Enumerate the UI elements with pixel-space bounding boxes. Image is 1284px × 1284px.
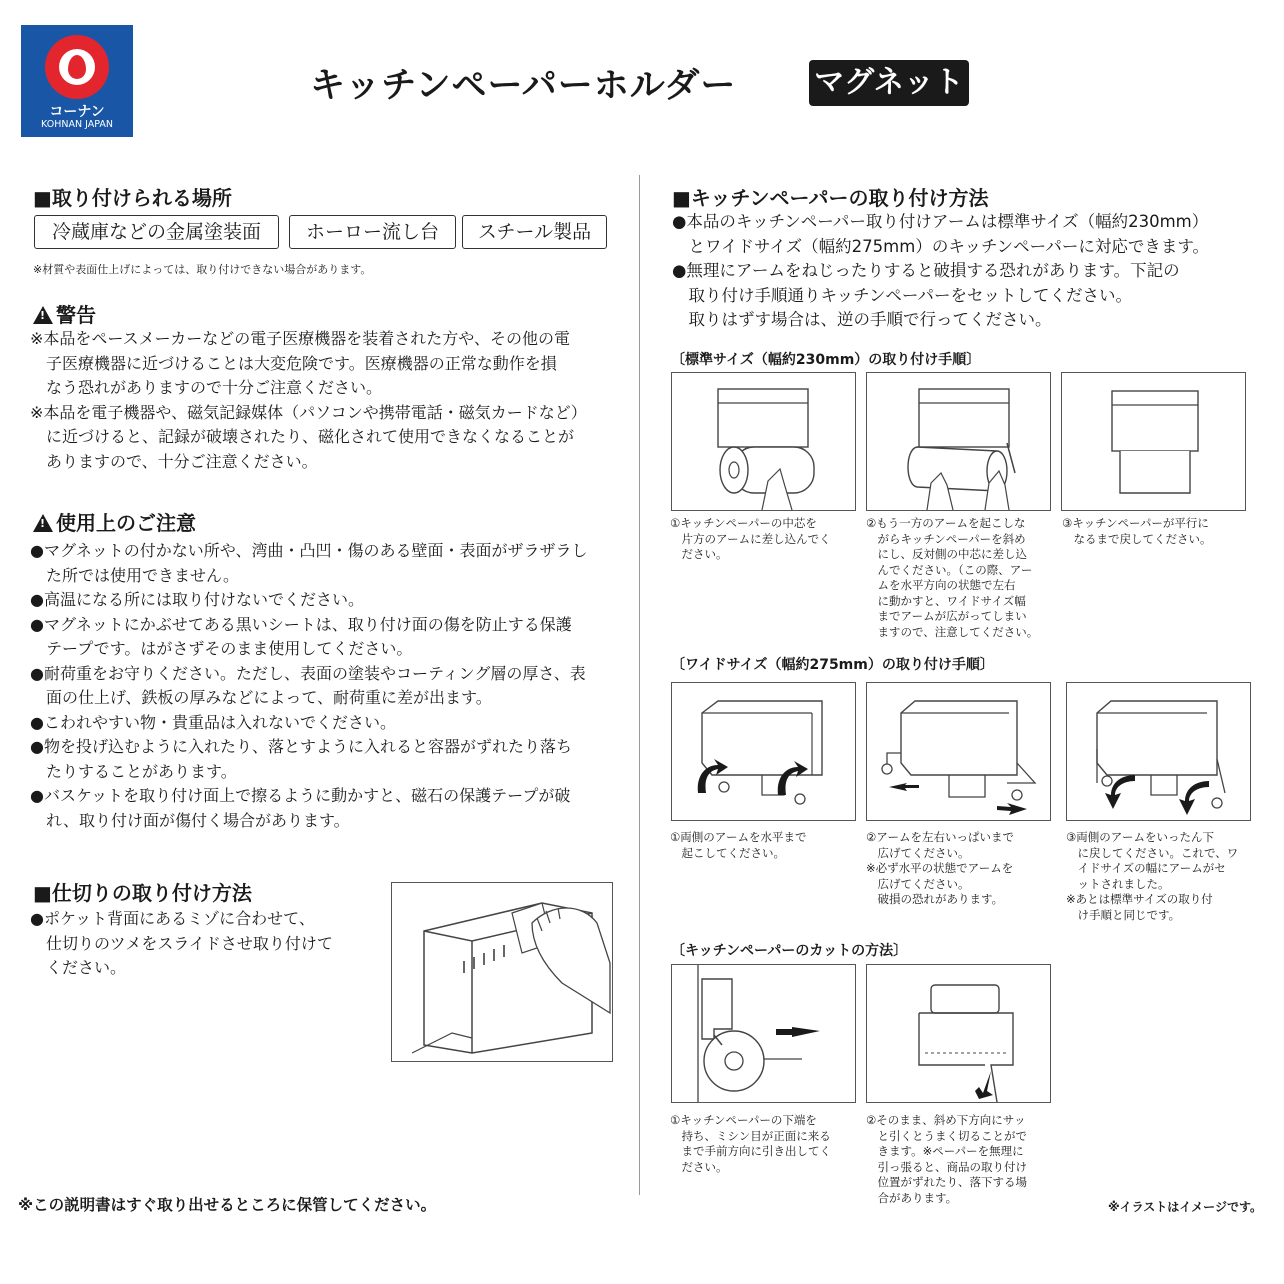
standard-step3-illustration bbox=[1061, 372, 1246, 511]
wide-heading: 〔ワイドサイズ（幅約275mm）の取り付け手順〕 bbox=[671, 657, 994, 673]
logo-brand-en: KOHNAN JAPAN bbox=[41, 119, 113, 130]
wide-step1-caption: ①両側のアームを水平まで 起こしてください。 bbox=[670, 830, 807, 860]
mount-heading: ■取り付けられる場所 bbox=[33, 186, 232, 210]
warning-heading: !警告 bbox=[33, 299, 96, 328]
standard-step1-illustration bbox=[671, 372, 856, 511]
cut-step1-illustration bbox=[671, 964, 856, 1103]
wide-step3-caption: ③両側のアームをいったん下 に戻してください。これで、ワ イドサイズの幅にアームがセ ットされました。 ※あとは標準サイズの取り付 け手順と同じです。 bbox=[1066, 830, 1239, 922]
magnet-badge: マグネット bbox=[809, 60, 969, 106]
cut-heading: 〔キッチンペーパーのカットの方法〕 bbox=[671, 943, 908, 959]
install-text: ●本品のキッチンペーパー取り付けアームは標準サイズ（幅約230mm） とワイドサイズ（幅約275mm）のキッチンペーパーに対応できます。 ●無理にアームをねじったりすると破損する恐れがあります。下記の 取り付け手順通りキッチンペーパーをセットしてください。 取りはずす場合は、逆の手順で行ってください。 bbox=[672, 212, 1210, 329]
divider-illustration bbox=[391, 882, 613, 1062]
wide-step1-illustration bbox=[671, 682, 856, 821]
warning-text: ※本品をペースメーカーなどの電子医療機器を装着された方や、その他の電 子医療機器に近づけることは大変危険です。医療機器の正常な動作を損 なう恐れがありますので十分ご注意ください。 ※本品を電子機器や、磁気記録媒体（パソコンや携帯電話・磁気カードなど） に近づけると、記録が破壊されたり、磁化されて使用できなくなることが ありますので、十分ご注意ください。 bbox=[30, 329, 587, 471]
standard-step3-caption: ③キッチンペーパーが平行に なるまで戻してください。 bbox=[1062, 516, 1212, 546]
wide-step2-illustration bbox=[866, 682, 1051, 821]
wide-step2-caption: ②アームを左右いっぱいまで 広げてください。 ※必ず水平の状態でアームを 広げてください。 破損の恐れがあります。 bbox=[866, 830, 1014, 906]
mount-tag-enamel: ホーロー流し台 bbox=[289, 215, 456, 249]
caution-heading: !使用上のご注意 bbox=[33, 507, 196, 536]
mount-tag-steel: スチール製品 bbox=[462, 215, 607, 249]
standard-step2-illustration bbox=[866, 372, 1051, 511]
footer-image-note: ※イラストはイメージです。 bbox=[1108, 1200, 1262, 1214]
logo-ring-icon bbox=[45, 35, 109, 99]
column-divider bbox=[639, 175, 640, 1195]
standard-step2-caption: ②もう一方のアームを起こしな がらキッチンペーパーを斜め にし、反対側の中芯に差し込 んでください。（この際、アー ムを水平方向の状態で左右 に動かすと、ワイドサイズ幅 までアームが広がってしまい ますので、注意してください。 bbox=[866, 516, 1039, 639]
mount-note: ※材質や表面仕上げによっては、取り付けできない場合があります。 bbox=[33, 263, 372, 276]
footer-keep-note: ※この説明書はすぐ取り出せるところに保管してください。 bbox=[18, 1196, 437, 1214]
logo-brand-jp: コーナン bbox=[49, 104, 105, 120]
mount-tag-metal: 冷蔵庫などの金属塗装面 bbox=[34, 215, 279, 249]
install-heading: ■キッチンペーパーの取り付け方法 bbox=[672, 186, 989, 210]
caution-text: ●マグネットの付かない所や、湾曲・凸凹・傷のある壁面・表面がザラザラし た所では使用できません。 ●高温になる所には取り付けないでください。 ●マグネットにかぶせてある黒いシートは、取り付け面の傷を防止する保護 テープです。はがさずそのまま使用してください。 ●耐荷重をお守りください。ただし、表面の塗装やコーティング層の厚さ、表 面の仕上げ、鉄板の厚みなどによって、耐荷重に差が出ます。 ●こわれやすい物・貴重品は入れないでください。 ●物を投げ込むように入れたり、落とすように入れると容器がずれたり落ち たりすることがあります。 ●バスケットを取り付け面上で擦るように動かすと、磁石の保護テープが破 れ、取り付け面が傷付く場合があります。 bbox=[30, 541, 588, 830]
warning-icon bbox=[33, 306, 53, 324]
page-title: キッチンペーパーホルダー bbox=[310, 66, 737, 106]
standard-step1-caption: ①キッチンペーパーの中芯を 片方のアームに差し込んでく ださい。 bbox=[670, 516, 831, 561]
wide-step3-illustration bbox=[1066, 682, 1251, 821]
standard-heading: 〔標準サイズ（幅約230mm）の取り付け手順〕 bbox=[671, 352, 981, 368]
divider-text: ●ポケット背面にあるミゾに合わせて、 仕切りのツメをスライドさせ取り付けて ください。 bbox=[30, 909, 333, 977]
cut-step2-caption: ②そのまま、斜め下方向にサッ と引くとうまく切ることがで きます。※ペーパーを無理に 引っ張ると、商品の取り付け 位置がずれたり、落下する場 合があります。 bbox=[866, 1113, 1027, 1205]
cut-step2-illustration bbox=[866, 964, 1051, 1103]
cut-step1-caption: ①キッチンペーパーの下端を 持ち、ミシン目が正面に来る まで手前方向に引き出してく ださい。 bbox=[670, 1113, 831, 1174]
kohnan-logo bbox=[21, 25, 133, 137]
divider-heading: ■仕切りの取り付け方法 bbox=[33, 881, 252, 905]
caution-icon bbox=[33, 514, 53, 532]
